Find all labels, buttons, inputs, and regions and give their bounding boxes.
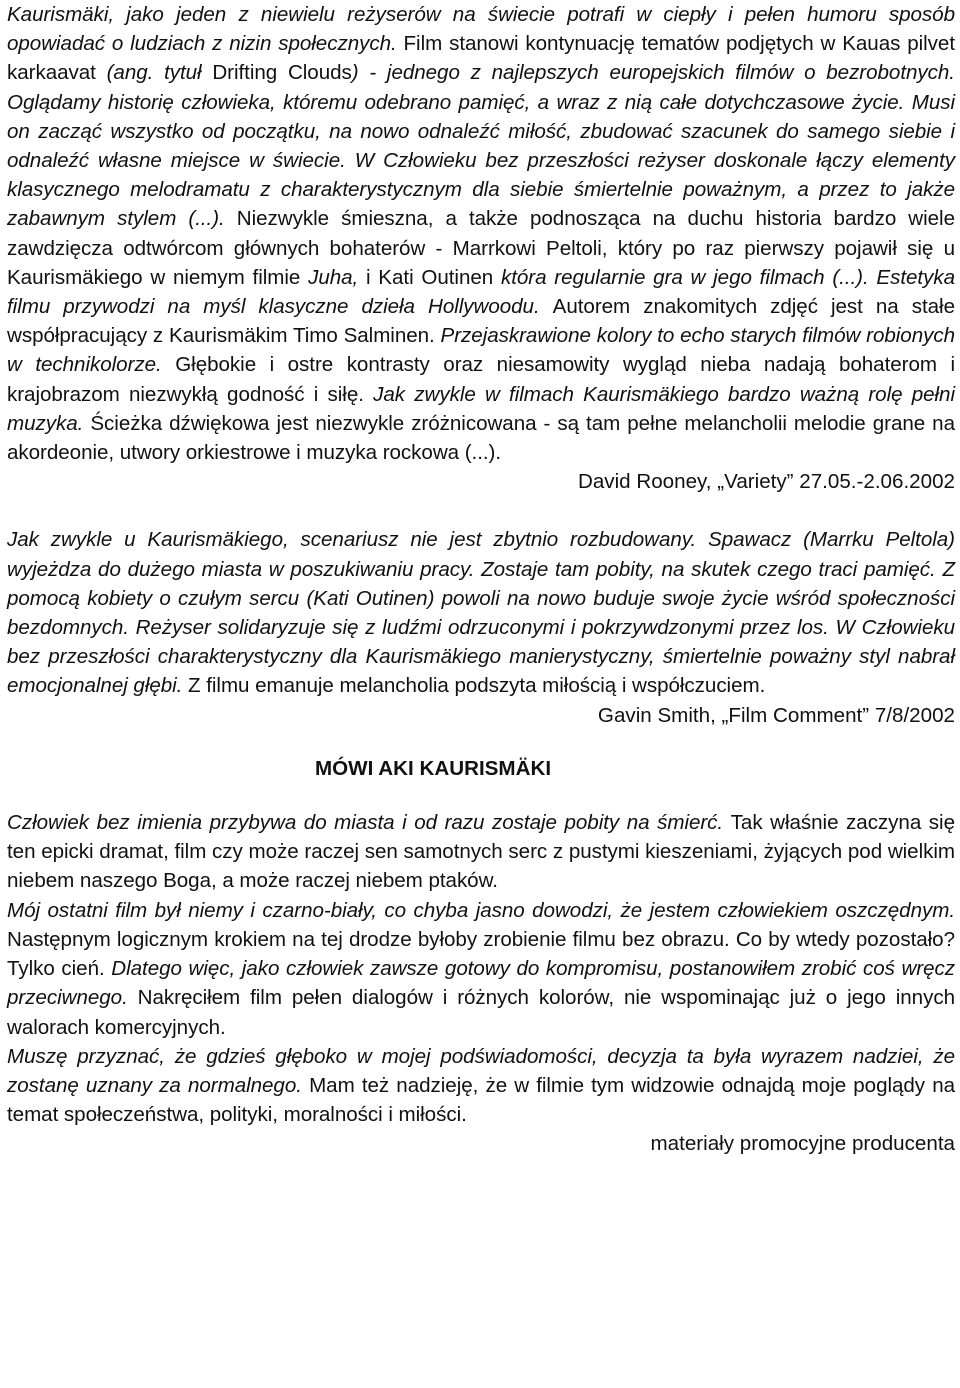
italic-text-run: (ang. tytuł (106, 61, 213, 85)
spacer (7, 496, 955, 525)
film-comment-attribution: Gavin Smith, „Film Comment” 7/8/2002 (597, 703, 955, 727)
text-run: Mam też nadzieję, że w filmie tym widzowie odnajdą moje poglądy na temat społeczeństwa, polityki, moralności i miłości. (7, 1073, 956, 1127)
variety-review-paragraph (7, 0, 955, 467)
document-page (7, 0, 955, 1159)
variety-attribution: David Rooney, „Variety” 27.05.-2.06.2002 (577, 470, 955, 494)
text-run: Niezwykle śmieszna, a także podnosząca na duchu historia bardzo wiele zawdzięcza odtwórcom głównych bohaterów - Marrkowi Peltoli, który po raz pierwszy pojawił się u Kaurismäkiego w niemym filmie (7, 207, 955, 289)
text-run: Drifting Clouds (212, 61, 352, 85)
spacer (7, 783, 955, 808)
text-run: Autorem znakomitych zdjęć jest na stałe współpracujący z Kaurismäkim Timo Salminen. (7, 295, 955, 348)
statement-attribution: materiały promocyjne producenta (650, 1132, 955, 1156)
italic-text-run: Juha, (308, 265, 366, 289)
text-run: Z filmu emanuje melancholia podszyta miłością i współczuciem. (188, 674, 766, 698)
text-run: Nakręciłem film pełen dialogów i różnych kolorów, nie wspominając już o jego innych walorach komercyjnych. (7, 986, 955, 1039)
spacer (7, 730, 955, 754)
italic-text-run: Człowiek bez imienia przybywa do miasta i od razu zostaje pobity na śmierć. (7, 811, 731, 835)
italic-text-run: Jak zwykle w filmach Kaurismäkiego bardzo ważną rolę pełni muzyka. (7, 382, 955, 435)
italic-text-run: która regularnie gra w jego filmach (...). (500, 265, 877, 289)
statement-paragraph-1 (7, 808, 955, 896)
statement-paragraph-3 (7, 1042, 955, 1130)
text-run: Tak właśnie zaczyna się ten epicki dramat, film czy może raczej sen samotnych serc z pustymi kieszeniami, żyjących pod wielkim niebem naszego Boga, a może raczej niebem ptaków. (7, 811, 955, 893)
text-run: i Kati Outinen (366, 265, 501, 289)
italic-text-run: Mój ostatni film był niemy i czarno-biały, co chyba jasno dowodzi, że jestem człowiekiem oszczędnym. (7, 898, 955, 922)
film-comment-review-paragraph (7, 525, 955, 700)
section-heading: MÓWI AKI KAURISMÄKI (315, 756, 552, 780)
italic-text-run: W Człowieku bez przeszłości reżyser doskonale łączy elementy klasycznego melodramatu z charakterystycznym dla siebie śmiertelnie poważnym, a przez to jakże zabawnym stylem (...). (7, 149, 955, 231)
italic-text-run: Kaurismäki, jako jeden z niewielu reżyserów na świecie potrafi w ciepły i pełen humoru sposób opowiadać o ludziach z nizin społecznych. (7, 3, 955, 56)
italic-text-run: Jak zwykle u Kaurismäkiego, scenariusz nie jest zbytnio rozbudowany. Spawacz (Marrku Peltola) wyjeżdza do dużego miasta w poszukiwaniu pracy. Zostaje tam pobity, na skutek czego traci pamięć. Z pomocą kobiety o czułym sercu (Kati Outinen) powoli na nowo buduje swoje życie wśród społeczności bezdomnych. Reżyser solidaryzuje się z ludźmi odrzuconymi i pokrzywdzonymi przez los. W Człowieku bez przeszłości charakterystyczny dla Kaurismäkiego manierystyczny, śmiertelnie poważny styl nabrał emocjonalnej głębi. (7, 528, 955, 698)
italic-text-run: Przejaskrawione kolory to echo starych filmów robionych w technikolorze. (7, 324, 956, 377)
italic-text-run: Muszę przyznać, że gdzieś głęboko w mojej podświadomości, decyzja ta była wyrazem nadziei, że zostanę uznany za normalnego. (7, 1044, 955, 1097)
italic-text-run: ) - jednego z najlepszych europejskich filmów o bezrobotnych. Oglądamy historię człowieka, któremu odebrano pamięć, a wraz z nią całe dotychczasowe życie. Musi on zacząć wszystko od początku, na nowo odnaleźć miłość, zbudować szacunek do samego siebie i odnaleźć własne miejsce w świecie. (7, 61, 955, 173)
italic-text-run: Estetyka filmu przywodzi na myśl klasyczne dzieła Hollywoodu. (7, 265, 955, 319)
statement-paragraph-2 (7, 896, 955, 1042)
text-run: Ścieżka dźwiękowa jest niezwykle zróżnicowana - są tam pełne melancholii melodie grane na akordeonie, utwory orkiestrowe i muzyka rockowa (...). (7, 411, 955, 465)
text-run: Głębokie i ostre kontrasty oraz niesamowity wygląd nieba nadają bohaterom i krajobrazom niezwykłą godność i siłę. (7, 353, 956, 406)
text-run: Film stanowi kontynuację tematów podjętych w Kauas pilvet karkaavat (7, 32, 955, 85)
text-run: Następnym logicznym krokiem na tej drodze byłoby zrobienie filmu bez obrazu. Co by wtedy pozostało? Tylko cień. (7, 927, 955, 981)
italic-text-run: Dlatego więc, jako człowiek zawsze gotowy do kompromisu, postanowiłem zrobić coś wręcz przeciwnego. (7, 957, 955, 1010)
